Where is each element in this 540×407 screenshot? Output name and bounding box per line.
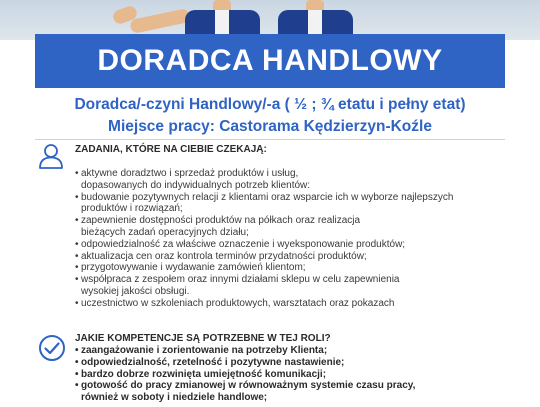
job-subtitle: Doradca/-czyni Handlowy/-a ( ½ ; ¾ etatu i pełny etat) (74, 96, 466, 113)
tasks-list (75, 168, 525, 310)
list-item (75, 215, 525, 239)
tasks-heading: ZADANIA, KTÓRE NA CIEBIE CZEKAJĄ: (75, 144, 267, 155)
list-item (75, 380, 525, 404)
list-item-line: • współpraca z zespołem oraz innymi działami sklepu w celu zapewnienia (81, 274, 400, 286)
divider (35, 139, 505, 140)
list-item (75, 192, 525, 216)
list-item-line: • odpowiedzialność za właściwe oznaczenie i wyeksponowanie produktów; (81, 238, 406, 250)
list-item-line: • aktywne doradztwo i sprzedaż produktów i usług, (81, 168, 299, 179)
list-item-line: również w soboty i niedziele handlowe; (81, 392, 268, 404)
competences-list (75, 345, 525, 404)
check-circle-icon (38, 334, 66, 362)
list-item-line: • przygotowywanie i wydawanie zamówień klientom; (81, 262, 306, 274)
list-item (75, 357, 525, 369)
list-item (75, 369, 525, 381)
list-item-line: • budowanie pozytywnych relacji z klientami oraz wsparcie ich w wyborze najlepszych (81, 191, 454, 203)
list-item (75, 298, 525, 310)
list-item-line: • zapewnienie dostępności produktów na półkach oraz realizacja (81, 215, 361, 227)
list-item (75, 251, 525, 263)
list-item-line: • odpowiedzialność, rzetelność i pozytywne nastawienie; (81, 356, 345, 368)
page-title: DORADCA HANDLOWY (97, 44, 443, 77)
list-item (75, 168, 525, 192)
title-banner (35, 34, 505, 88)
list-item-line: • bardzo dobrze rozwinięta umiejętność komunikacji; (81, 368, 327, 380)
list-item-line: • aktualizacja cen oraz kontrola terminów przydatności produktów; (81, 250, 367, 262)
list-item-line: produktów i rozwiązań; (81, 203, 183, 215)
list-item (75, 345, 525, 357)
workplace-subtitle: Miejsce pracy: Castorama Kędzierzyn-Koźle (108, 118, 432, 135)
list-item (75, 262, 525, 274)
list-item-line: • zaangażowanie i zorientowanie na potrzeby Klienta; (81, 345, 328, 356)
list-item (75, 239, 525, 251)
photo-arm (129, 8, 191, 34)
list-item-line: wysokiej jakości obsługi. (81, 285, 190, 297)
competences-heading: JAKIE KOMPETENCJE SĄ POTRZEBNE W TEJ ROLI? (75, 333, 331, 344)
list-item-line: dopasowanych do indywidualnych potrzeb klientów: (81, 179, 311, 191)
list-item-line: bieżących zadań operacyjnych działu; (81, 226, 249, 238)
list-item-line: • gotowość do pracy zmianowej w równoważnym systemie czasu pracy, (81, 380, 416, 392)
user-icon (37, 142, 65, 170)
list-item (75, 274, 525, 298)
list-item-line: • uczestnictwo w szkoleniach produktowych, warsztatach oraz pokazach (81, 297, 395, 309)
